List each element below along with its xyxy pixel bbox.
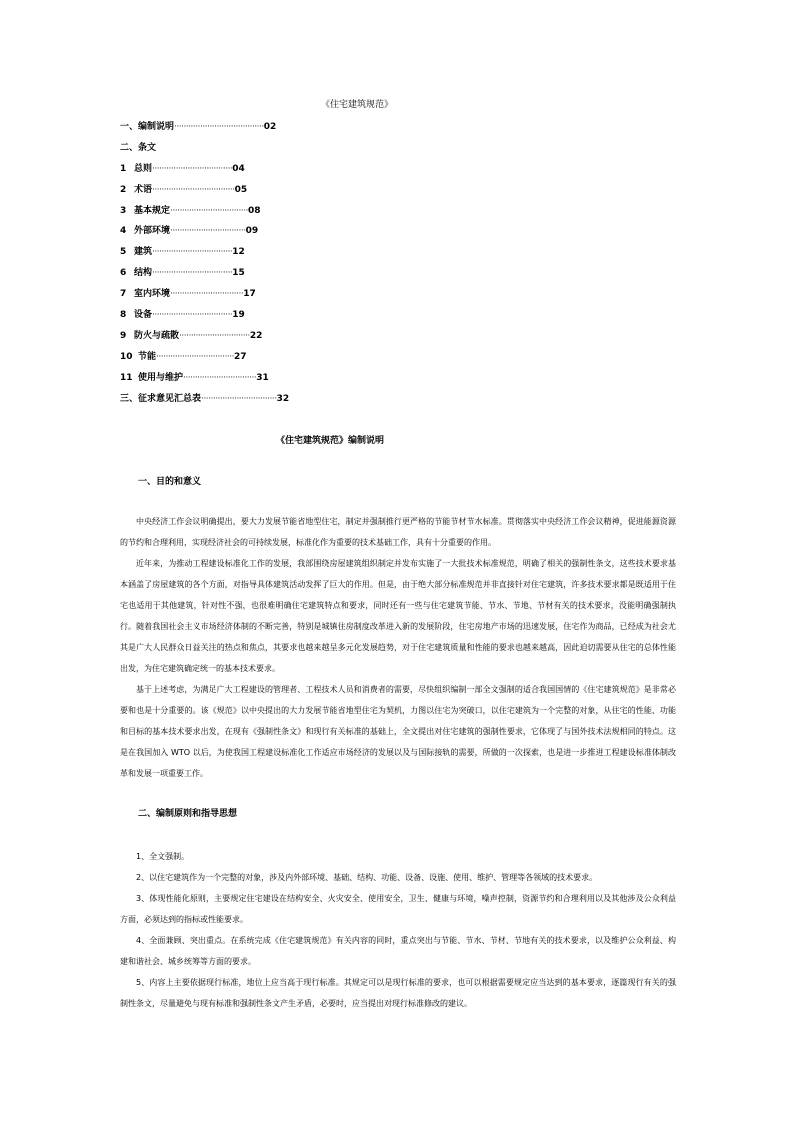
toc-label: 总则 (134, 163, 153, 174)
toc-number: 3 (120, 205, 127, 216)
list-item: 4、全面兼顾、突出重点。在系统完成《住宅建筑规范》有关内容的同时，重点突出与节能、节水、节材、节地有关的技术要求，以及维护公众利益、构建和谐社会、城乡统筹等方面的要求。 (120, 936, 676, 966)
list-item: 3、体现性能化原则，主要规定住宅建设在结构安全、火灾安全、使用安全，卫生、健康与环境，噪声控制，资源节约和合理利用以及其他涉及公众利益方面，必须达到的指标或性能要求。 (120, 894, 676, 924)
list-item: 1、全文强制。 (136, 852, 190, 861)
toc-label: 术语 (134, 184, 153, 195)
toc-entry (120, 329, 480, 350)
toc-page-number: 15 (232, 268, 245, 279)
toc-entry (120, 308, 480, 329)
toc-entry (120, 266, 480, 287)
toc-page-number: 12 (232, 247, 245, 258)
toc-page-number: 17 (243, 289, 256, 300)
list-item: 5、内容上主要依据现行标准，地位上应当高于现行标准。其规定可以是现行标准的要求，也可以根据需要规定应当达到的基本要求，逐篇现行有关的强制性条文，尽量避免与现有标准和强制性条文产生矛盾，必要时，应当提出对现行标准修改的建议。 (120, 978, 676, 1008)
toc-leader: ································· (170, 205, 248, 216)
toc-leader: ································· (156, 351, 234, 362)
toc-number: 一、 (120, 122, 139, 132)
toc-label: 建筑 (134, 247, 153, 258)
toc-page-number: 31 (256, 372, 269, 383)
toc-leader: ······························· (170, 289, 244, 300)
toc-leader: ·································· (152, 247, 233, 258)
toc-label: 节能 (138, 351, 157, 362)
toc-page-number: 02 (263, 122, 277, 132)
toc-page-number: 19 (232, 310, 245, 321)
toc-number: 5 (120, 247, 127, 258)
toc-label: 条文 (138, 142, 157, 153)
toc-entry (120, 224, 480, 245)
toc-leader: ······································ (174, 122, 264, 132)
toc-leader: ·································· (152, 163, 233, 174)
toc-number: 6 (120, 268, 127, 279)
toc-number: 7 (120, 289, 127, 300)
toc-entry (120, 141, 480, 162)
toc-label: 使用与维护 (138, 372, 184, 383)
toc-number: 10 (120, 351, 133, 362)
paragraph: 基于上述考虑，为满足广大工程建设的管理者、工程技术人员和消费者的需要，尽快组织编制一部全文强制的适合我国国情的《住宅建筑规范》是非常必要和也是十分重要的。该《规范》以中央提出的大力发展节能省地型住宅为契机，力图以住宅为突破口，以住宅建筑为一个完整的对象，从住宅的性能、功能和目标的基本技术要求出发，在现有《强制性条文》和现行有关标准的基础上，全文提出对住宅建筑的强制性要求，它体现了与国外技术法规相同的特点。这是在我国加入 WTO 以后，为使我国工程建设标准化工作适应市场经济的发展以及与国际接轨的需要，所做的一次探索，也是进一步推进工程建设标准体制改革和发展一项重要工作。 (120, 685, 676, 778)
toc-leader: ································ (170, 226, 246, 237)
toc-label: 征求意见汇总表 (138, 393, 202, 404)
toc-leader: ······························ (179, 330, 250, 341)
toc-number: 二、 (120, 142, 139, 153)
toc-page-number: 32 (276, 393, 290, 404)
section2-list (120, 846, 676, 1014)
document-title: 《住宅建筑规范》 (320, 100, 393, 110)
toc-number: 11 (120, 372, 133, 383)
toc-number: 9 (120, 330, 127, 341)
toc-page-number: 27 (233, 351, 247, 362)
toc-entry (120, 183, 480, 204)
toc-label: 防火与疏散 (134, 330, 180, 341)
toc-entry (120, 245, 480, 266)
toc-leader: ··································· (152, 184, 235, 195)
toc-label: 基本规定 (134, 205, 171, 216)
toc-label: 编制说明 (138, 122, 175, 132)
toc-page-number: 09 (245, 226, 259, 237)
paragraph: 中央经济工作会议明确提出，要大力发展节能省地型住宅，制定并强制推行更严格的节能节材节水标准。贯彻落实中央经济工作会议精神，促进能源资源的节约和合理利用，实现经济社会的可持续发展，标准化作为重要的技术基础工作，具有十分重要的作用。 (120, 517, 676, 547)
explanation-title: 《住宅建筑规范》编制说明 (275, 436, 384, 446)
toc-label: 外部环境 (134, 226, 171, 237)
toc-label: 结构 (134, 268, 153, 279)
toc-leader: ·································· (152, 310, 233, 321)
toc-label: 设备 (134, 310, 153, 321)
toc-entry (120, 204, 480, 225)
toc-entry (120, 392, 480, 413)
toc-label: 室内环境 (134, 289, 171, 300)
section1-heading: 一、目的和意义 (138, 477, 202, 487)
toc-entry (120, 350, 480, 371)
section1-body (120, 511, 676, 784)
toc-page-number: 05 (234, 184, 248, 195)
toc-number: 4 (120, 226, 127, 237)
toc-leader: ································ (201, 393, 277, 404)
toc-page-number: 08 (247, 205, 261, 216)
toc-entry (120, 162, 480, 183)
list-item: 2、以住宅建筑作为一个完整的对象，涉及内外部环境、基础、结构、功能、设备、设施、使用、维护、管理等各领域的技术要求。 (136, 873, 598, 882)
toc-leader: ·································· (152, 268, 233, 279)
toc-entry (120, 371, 480, 392)
table-of-contents (120, 120, 480, 412)
toc-number: 三、 (120, 393, 139, 404)
section2-heading: 二、编制原则和指导思想 (138, 809, 238, 819)
toc-number: 8 (120, 310, 127, 321)
toc-page-number: 22 (249, 330, 263, 341)
toc-number: 2 (120, 184, 127, 195)
paragraph: 近年来，为推动工程建设标准化工作的发展，我部围绕房屋建筑组织制定并发布实施了一大批技术标准规范，明确了相关的强制性条文，这些技术要求基本涵盖了房屋建筑的各个方面，对指导具体建筑活动发挥了巨大的作用。但是，由于绝大部分标准规范并非直接针对住宅建筑，许多技术要求都是既适用于住宅也适用于其他建筑，针对性不强，也很难明确住宅建筑特点和要求，同时还有一些与住宅建筑节能、节水、节地、节材有关的技术要求，没能明确强制执行。随着我国社会主义市场经济体制的不断完善，特别是城镇住房制度改革进入新的发展阶段，住宅房地产市场的迅速发展，住宅作为商品，已经成为社会尤其是广大人民群众日益关注的热点和焦点，其要求也越来越呈多元化发展趋势，对于住宅建筑质量和性能的要求也越来越高，因此迫切需要从住宅的总体性能出发，为住宅建筑确定统一的基本技术要求。 (120, 559, 676, 673)
toc-number: 1 (120, 163, 127, 174)
toc-entry (120, 120, 480, 141)
toc-leader: ······························· (183, 372, 257, 383)
toc-entry (120, 287, 480, 308)
toc-page-number: 04 (232, 163, 245, 174)
